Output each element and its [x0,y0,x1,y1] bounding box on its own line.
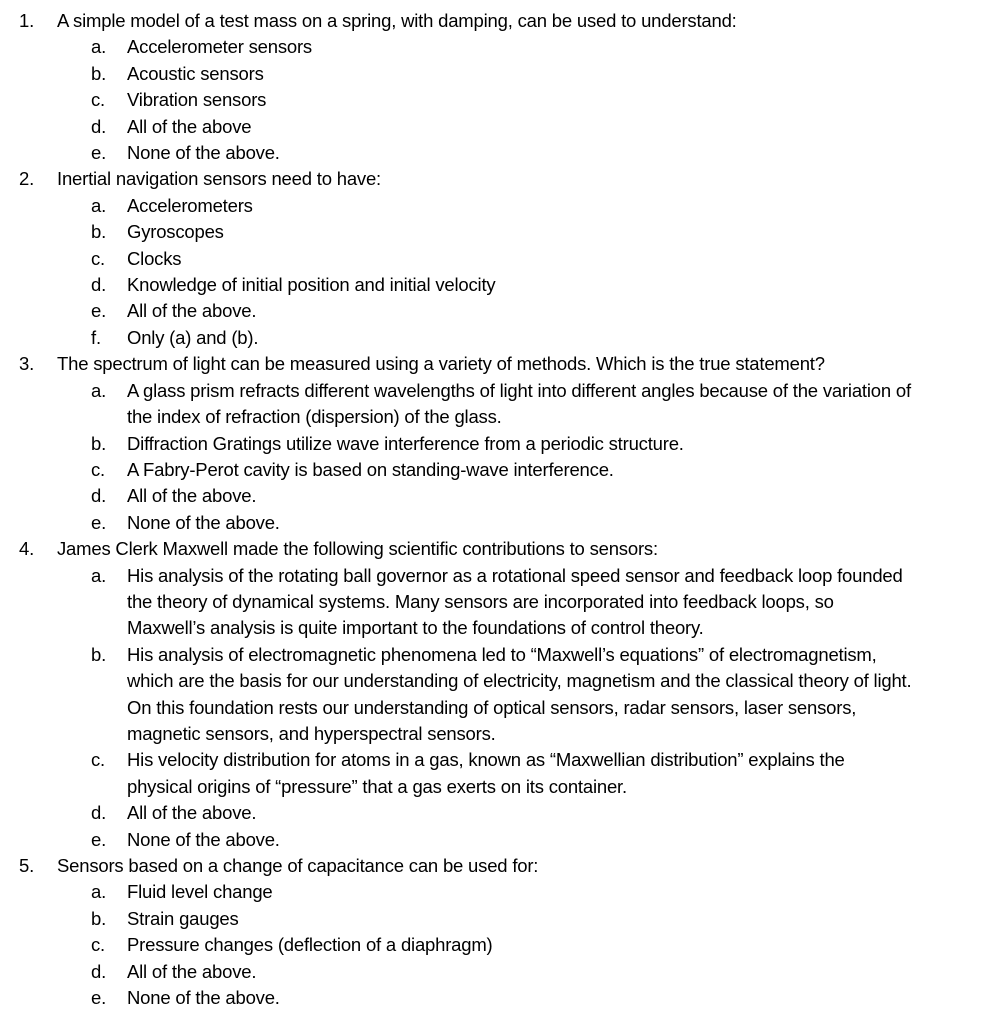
option-text: His analysis of electromagnetic phenomena led to “Maxwell’s equations” of electromagnetism, which are the basis for our understanding of electricity, magnetism and the classical theory of light. On this foundation rests our understanding of optical sensors, radar sensors, laser sensors, magnetic sensors, and hyperspectral sensors. [127,643,912,744]
question-1-option-d [0,114,983,140]
question-number: 1. [19,10,35,31]
option-letter: d. [91,802,107,824]
option-text: A glass prism refracts different wavelengths of light into different angles because of the variation of the index of refraction (dispersion) of the glass. [127,379,911,428]
question-3-option-a [0,378,983,431]
question-5-option-a [0,879,983,905]
question-3-option-d [0,483,983,509]
question-text: Inertial navigation sensors need to have: [57,168,381,190]
option-text: All of the above. [127,300,257,322]
option-text: None of the above. [127,142,280,164]
option-text: Pressure changes (deflection of a diaphragm) [127,934,493,956]
option-letter: e. [91,142,107,164]
option-letter: d. [91,485,107,507]
question-5-option-d [0,959,983,985]
option-text: Vibration sensors [127,89,267,111]
question-1-option-c [0,87,983,113]
question-2-option-d [0,272,983,298]
option-letter: e. [91,511,107,533]
question-text: Sensors based on a change of capacitance can be used for: [57,855,539,876]
option-text: A Fabry-Perot cavity is based on standing-wave interference. [127,458,614,480]
option-letter: b. [91,221,107,243]
option-text: None of the above. [127,828,280,850]
option-text: Accelerometers [127,194,253,216]
question-2 [0,166,983,192]
question-2-option-b [0,219,983,245]
question-number: 2. [19,168,35,190]
question-2-option-a [0,193,983,219]
question-3-option-c [0,457,983,483]
question-1-option-a [0,34,983,60]
option-text: All of the above. [127,802,257,824]
option-text: Accelerometer sensors [127,36,312,58]
question-3-option-e [0,510,983,536]
option-text: Fluid level change [127,881,273,903]
option-text: Clocks [127,247,182,269]
question-text: James Clerk Maxwell made the following scientific contributions to sensors: [57,538,658,560]
question-number: 4. [19,538,35,560]
question-1-option-e [0,140,983,166]
question-1-option-b [0,61,983,87]
option-text: Diffraction Gratings utilize wave interference from a periodic structure. [127,432,684,454]
option-letter: c. [91,458,105,480]
option-letter: b. [91,907,107,929]
question-5-option-e [0,985,983,1011]
option-letter: a. [91,194,107,216]
option-letter: c. [91,749,105,771]
question-2-option-f [0,325,983,351]
question-3-option-b [0,431,983,457]
question-4-option-d [0,800,983,826]
question-1 [0,8,983,34]
option-text: His velocity distribution for atoms in a gas, known as “Maxwellian distribution” explains the physical origins of “pressure” that a gas exerts on its container. [127,749,845,797]
option-text: None of the above. [127,511,280,533]
question-4-option-e [0,827,983,853]
question-5-option-c [0,932,983,958]
option-letter: b. [91,62,107,84]
question-number: 5. [19,855,35,876]
question-4-option-a [0,563,983,642]
option-text: Strain gauges [127,907,239,929]
option-letter: b. [91,643,107,665]
question-text: The spectrum of light can be measured using a variety of methods. Which is the true statement? [57,353,825,375]
question-text: A simple model of a test mass on a spring, with damping, can be used to understand: [57,10,737,31]
option-letter: c. [91,89,105,111]
option-letter: f. [91,326,101,348]
option-text: All of the above. [127,960,257,982]
question-2-option-c [0,246,983,272]
question-3 [0,351,983,377]
option-letter: d. [91,115,107,137]
option-letter: d. [91,960,107,982]
option-text: Acoustic sensors [127,62,264,84]
option-letter: e. [91,828,107,850]
question-5 [0,853,983,879]
option-letter: b. [91,432,107,454]
option-letter: a. [91,564,107,586]
option-letter: e. [91,987,107,1009]
option-text: Knowledge of initial position and initial velocity [127,274,496,296]
question-number: 3. [19,353,35,375]
question-4-option-b [0,642,983,748]
question-4 [0,536,983,562]
option-letter: a. [91,36,107,58]
option-letter: a. [91,379,107,401]
question-4-option-c [0,747,983,800]
option-text: Gyroscopes [127,221,224,243]
option-letter: c. [91,934,105,956]
option-letter: e. [91,300,107,322]
option-text: None of the above. [127,987,280,1009]
option-letter: d. [91,274,107,296]
question-2-option-e [0,298,983,324]
option-text: Only (a) and (b). [127,326,259,348]
option-text: All of the above. [127,485,257,507]
question-5-option-b [0,906,983,932]
option-letter: a. [91,881,107,903]
option-text: His analysis of the rotating ball governor as a rotational speed sensor and feedback loop founded the theory of dynamical systems. Many sensors are incorporated into feedback loops, so Maxwell’s analysis is quite important to the foundations of control theory. [127,564,903,639]
option-text: All of the above [127,115,252,137]
option-letter: c. [91,247,105,269]
